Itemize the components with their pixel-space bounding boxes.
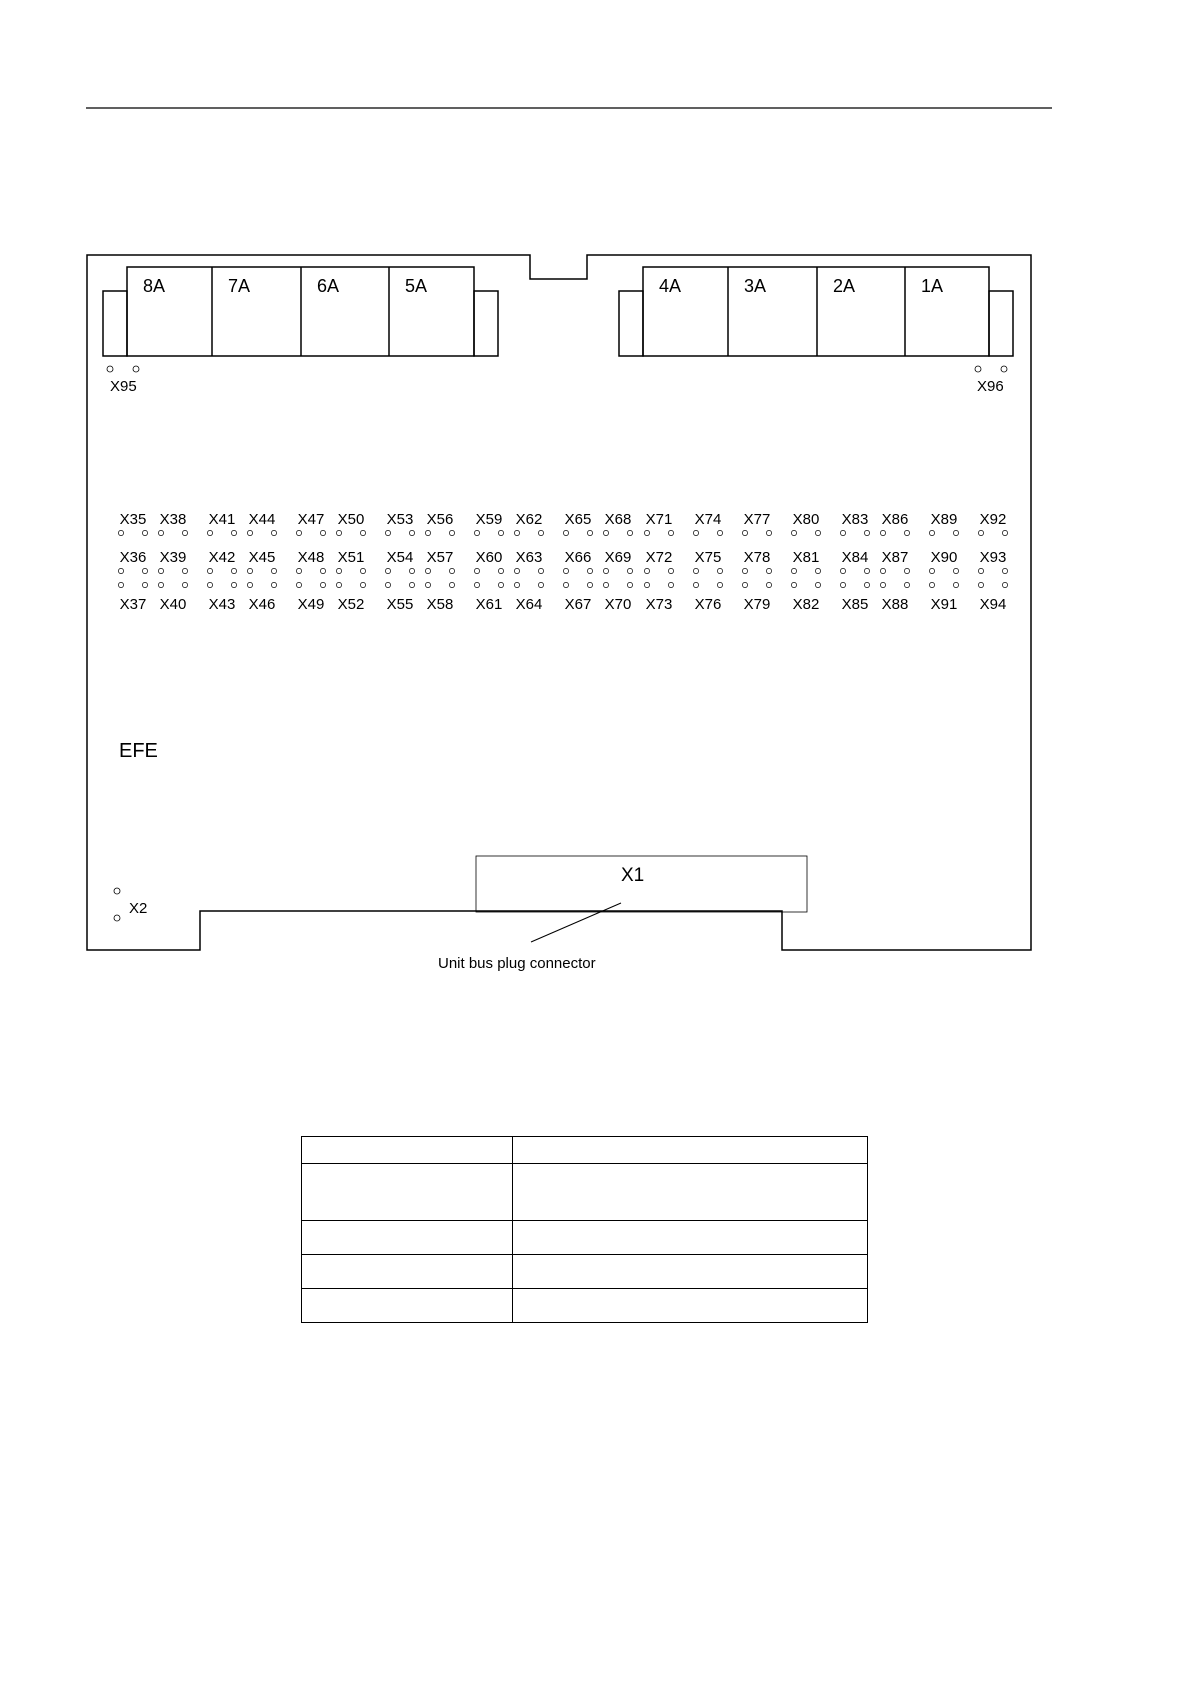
relay-label: 5A	[405, 276, 428, 296]
relay-label: 3A	[744, 276, 767, 296]
terminal-label: X84	[841, 549, 869, 566]
relay-label: 2A	[833, 276, 856, 296]
terminal-pad	[409, 530, 414, 535]
relay-block-right	[619, 267, 1013, 356]
terminal-label: X65	[564, 511, 592, 528]
terminal-pad	[929, 530, 934, 535]
relay-label: 6A	[317, 276, 340, 296]
terminal-label: X87	[881, 549, 909, 566]
terminal-pad	[929, 568, 934, 573]
terminal-label: X43	[208, 596, 236, 613]
terminal-pad	[627, 530, 632, 535]
terminal-label: X62	[515, 511, 543, 528]
terminal-label: X53	[386, 511, 414, 528]
terminal-label: X58	[426, 596, 454, 613]
terminal-pad	[142, 582, 147, 587]
terminal-pad	[978, 568, 983, 573]
terminal-label: X73	[645, 596, 673, 613]
terminal-label: X51	[337, 549, 365, 566]
terminal-pad	[320, 530, 325, 535]
terminal-pad	[791, 582, 796, 587]
terminal-pad	[118, 582, 123, 587]
table-cell	[302, 1289, 513, 1323]
terminal-label: X72	[645, 549, 673, 566]
terminal-label: X44	[248, 511, 276, 528]
terminal-pad	[271, 582, 276, 587]
terminal-pad	[182, 530, 187, 535]
terminal-label: X49	[297, 596, 325, 613]
terminal-pad	[742, 568, 747, 573]
terminal-pad	[207, 582, 212, 587]
terminal-pad	[474, 568, 479, 573]
terminal-pad	[668, 568, 673, 573]
terminal-label: X48	[297, 549, 325, 566]
terminal-pad	[978, 530, 983, 535]
terminal-label: X36	[119, 549, 147, 566]
terminal-pad	[978, 582, 983, 587]
terminal-pad	[815, 530, 820, 535]
terminal-pad	[142, 568, 147, 573]
terminal-pad	[717, 530, 722, 535]
terminal-label: X81	[792, 549, 820, 566]
terminal-pad	[271, 530, 276, 535]
table-cell	[302, 1255, 513, 1289]
terminal-pad	[207, 568, 212, 573]
table-cell	[513, 1137, 868, 1164]
terminal-pad	[791, 568, 796, 573]
terminal-x95	[107, 366, 139, 395]
terminal-label: X52	[337, 596, 365, 613]
terminal-label: X79	[743, 596, 771, 613]
table-cell	[513, 1255, 868, 1289]
terminal-pad	[717, 582, 722, 587]
terminal-pad	[880, 530, 885, 535]
terminal-pad	[627, 568, 632, 573]
terminal-pad	[864, 530, 869, 535]
terminal-pad	[158, 530, 163, 535]
table-row	[302, 1289, 868, 1323]
terminal-pad	[538, 530, 543, 535]
terminal-label: X77	[743, 511, 771, 528]
terminal-label: X93	[979, 549, 1007, 566]
terminal-pad	[336, 582, 341, 587]
terminal-label: X55	[386, 596, 414, 613]
terminal-pad	[815, 568, 820, 573]
terminal-pad	[864, 568, 869, 573]
terminal-pad	[385, 582, 390, 587]
terminal-pad	[840, 582, 845, 587]
terminal-pad	[247, 582, 252, 587]
terminal-pad	[385, 568, 390, 573]
terminal-label: X45	[248, 549, 276, 566]
terminal-label: X46	[248, 596, 276, 613]
terminal-pad	[644, 582, 649, 587]
terminal-pad	[693, 568, 698, 573]
terminal-pad	[336, 530, 341, 535]
terminal-pad	[880, 582, 885, 587]
terminal-x96	[975, 366, 1007, 395]
terminal-pad	[929, 582, 934, 587]
terminal-pad	[953, 582, 958, 587]
terminal-pad	[766, 582, 771, 587]
terminal-pad	[207, 530, 212, 535]
terminal-pad	[644, 530, 649, 535]
terminal-label: X40	[159, 596, 187, 613]
board-label: EFE	[119, 740, 158, 762]
terminal-pad	[791, 530, 796, 535]
terminal-label: X35	[119, 511, 147, 528]
terminal-pad	[1002, 568, 1007, 573]
terminal-pad	[498, 582, 503, 587]
terminal-pad	[425, 568, 430, 573]
terminal-label: X86	[881, 511, 909, 528]
terminal-pad	[158, 582, 163, 587]
terminal-label: X54	[386, 549, 414, 566]
terminal-pad	[668, 582, 673, 587]
terminal-label: X96	[977, 378, 1004, 395]
terminal-label: X66	[564, 549, 592, 566]
terminal-pad	[296, 582, 301, 587]
terminal-pad	[953, 568, 958, 573]
terminal-pad	[296, 530, 301, 535]
terminal-pad	[271, 568, 276, 573]
terminal-pad	[514, 530, 519, 535]
terminal-pad	[182, 582, 187, 587]
terminal-pad	[425, 582, 430, 587]
table-row	[302, 1221, 868, 1255]
terminal-pad	[409, 568, 414, 573]
terminal-pad	[815, 582, 820, 587]
spec-table	[301, 1136, 868, 1323]
terminal-pad	[231, 530, 236, 535]
table-row	[302, 1137, 868, 1164]
terminal-pad	[514, 582, 519, 587]
terminal-label: X63	[515, 549, 543, 566]
terminal-pad	[320, 568, 325, 573]
terminal-pad	[449, 530, 454, 535]
terminal-label: X88	[881, 596, 909, 613]
terminal-label: X80	[792, 511, 820, 528]
terminal-pad	[693, 530, 698, 535]
terminal-label: X70	[604, 596, 632, 613]
terminal-grid	[118, 511, 1007, 613]
terminal-pad	[563, 568, 568, 573]
terminal-label: X92	[979, 511, 1007, 528]
terminal-pad	[840, 530, 845, 535]
terminal-label: X69	[604, 549, 632, 566]
terminal-label: X67	[564, 596, 592, 613]
terminal-pad	[766, 530, 771, 535]
table-cell	[302, 1221, 513, 1255]
terminal-label: X82	[792, 596, 820, 613]
terminal-pad	[498, 530, 503, 535]
terminal-label: X60	[475, 549, 503, 566]
terminal-pad	[563, 582, 568, 587]
terminal-pad	[385, 530, 390, 535]
terminal-pad	[425, 530, 430, 535]
terminal-pad	[474, 530, 479, 535]
terminal-pad	[742, 582, 747, 587]
terminal-pad	[360, 530, 365, 535]
terminal-label: X90	[930, 549, 958, 566]
terminal-pad	[1002, 582, 1007, 587]
terminal-pad	[904, 568, 909, 573]
terminal-pad	[668, 530, 673, 535]
terminal-pad	[231, 582, 236, 587]
x1-label: X1	[621, 865, 645, 886]
terminal-label: X85	[841, 596, 869, 613]
terminal-label: X74	[694, 511, 722, 528]
terminal-label: X95	[110, 378, 137, 395]
terminal-label: X91	[930, 596, 958, 613]
terminal-label: X83	[841, 511, 869, 528]
relay-label: 8A	[143, 276, 166, 296]
relay-label: 1A	[921, 276, 944, 296]
relay-block-left	[103, 267, 498, 356]
terminal-pad	[603, 568, 608, 573]
terminal-pad	[538, 582, 543, 587]
terminal-label: X64	[515, 596, 543, 613]
terminal-label: X37	[119, 596, 147, 613]
terminal-pad	[231, 568, 236, 573]
relay-label: 7A	[228, 276, 251, 296]
connector-caption: Unit bus plug connector	[438, 955, 596, 972]
terminal-label: X76	[694, 596, 722, 613]
terminal-pad	[587, 530, 592, 535]
terminal-pad	[563, 530, 568, 535]
terminal-pad	[587, 568, 592, 573]
terminal-pad	[158, 568, 163, 573]
terminal-pad	[514, 568, 519, 573]
table-cell	[513, 1221, 868, 1255]
terminal-pad	[587, 582, 592, 587]
table-row	[302, 1255, 868, 1289]
terminal-pad	[840, 568, 845, 573]
terminal-label: X57	[426, 549, 454, 566]
terminal-pad	[1002, 530, 1007, 535]
terminal-pad	[953, 530, 958, 535]
terminal-label: X89	[930, 511, 958, 528]
terminal-pad	[498, 568, 503, 573]
terminal-pad	[142, 530, 147, 535]
terminal-pad	[864, 582, 869, 587]
terminal-label: X71	[645, 511, 673, 528]
terminal-label: X39	[159, 549, 187, 566]
terminal-pad	[409, 582, 414, 587]
terminal-x2	[114, 888, 147, 921]
terminal-pad	[717, 568, 722, 573]
terminal-pad	[336, 568, 341, 573]
terminal-pad	[247, 530, 252, 535]
terminal-label: X38	[159, 511, 187, 528]
terminal-pad	[320, 582, 325, 587]
terminal-label: X59	[475, 511, 503, 528]
terminal-pad	[182, 568, 187, 573]
terminal-pad	[693, 582, 698, 587]
terminal-pad	[742, 530, 747, 535]
terminal-pad	[360, 582, 365, 587]
table-row	[302, 1164, 868, 1221]
terminal-pad	[880, 568, 885, 573]
terminal-label: X41	[208, 511, 236, 528]
table-cell	[513, 1289, 868, 1323]
terminal-label: X56	[426, 511, 454, 528]
connector-leader-line	[531, 903, 621, 942]
terminal-pad	[449, 582, 454, 587]
terminal-pad	[904, 582, 909, 587]
relay-label: 4A	[659, 276, 682, 296]
terminal-label: X68	[604, 511, 632, 528]
terminal-pad	[538, 568, 543, 573]
terminal-label: X78	[743, 549, 771, 566]
table-cell	[302, 1137, 513, 1164]
terminal-pad	[627, 582, 632, 587]
terminal-pad	[360, 568, 365, 573]
terminal-label: X75	[694, 549, 722, 566]
terminal-pad	[296, 568, 301, 573]
table-cell	[513, 1164, 868, 1221]
terminal-pad	[118, 568, 123, 573]
terminal-pad	[247, 568, 252, 573]
terminal-label: X50	[337, 511, 365, 528]
terminal-label: X47	[297, 511, 325, 528]
table-cell	[302, 1164, 513, 1221]
terminal-label: X42	[208, 549, 236, 566]
terminal-pad	[904, 530, 909, 535]
terminal-pad	[644, 568, 649, 573]
terminal-pad	[766, 568, 771, 573]
terminal-label: X2	[129, 900, 148, 917]
terminal-pad	[449, 568, 454, 573]
terminal-label: X61	[475, 596, 503, 613]
terminal-pad	[603, 530, 608, 535]
terminal-pad	[474, 582, 479, 587]
terminal-label: X94	[979, 596, 1007, 613]
terminal-pad	[118, 530, 123, 535]
terminal-pad	[603, 582, 608, 587]
